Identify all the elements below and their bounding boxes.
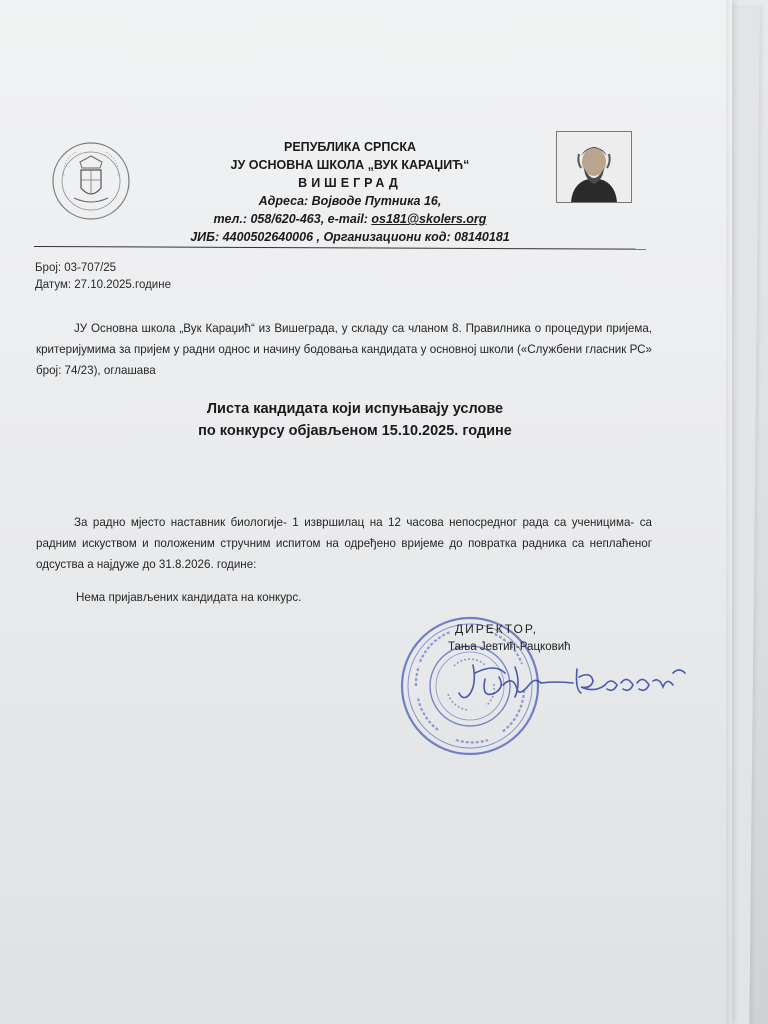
no-applicants-note: Нема пријављених кандидата на конкурс. [76,591,302,604]
phone-label: тел.: 058/620-463, e-mail: [213,212,372,226]
school-contact [150,210,550,228]
document-title-line-1: Листа кандидата који испуњавају услове [206,401,504,417]
school-address: Адреса: Војводе Путника 16, [258,194,442,208]
position-paragraph: За радно мјесто наставник биологије- 1 извршилац на 12 часова непосредног рада са ученицима- са радним искуством и положеним стручним испитом на одређено вријеме до повратка радника са неплаћеног одсуства а најдуже до 31.8.2026. године: [36,516,652,571]
school-name: ЈУ ОСНОВНА ШКОЛА „ВУК КАРАЏИЋ“ [230,158,470,172]
email-link[interactable]: os181@skolers.org [371,212,487,226]
letterhead [150,138,550,246]
republic-name: РЕПУБЛИКА СРПСКА [283,140,417,154]
reference-date: Датум: 27.10.2025.године [35,279,171,291]
portrait-image [556,131,632,203]
reference-number: Број: 03-707/25 [35,262,117,274]
header-divider [34,246,646,250]
city-name: ВИШЕГРАД [298,176,402,190]
director-name: Тања Јевтић-Рацковић [448,641,571,653]
page-edge-shadow [726,0,732,1024]
school-ids: ЈИБ: 4400502640006 , Организациони код: 08140181 [190,230,510,244]
intro-paragraph: ЈУ Основна школа „Вук Караџић“ из Вишеграда, у складу са чланом 8. Правилника о процедури пријема, критеријумима за пријем у радни однос и начину бодовања кандидата у основној школи («Службени гласник РС» број: 74/23), оглашава [36,322,652,377]
document-title-line-2: по конкурсу објављеном 15.10.2025. године [198,423,512,439]
coat-of-arms-icon [50,140,132,222]
handwritten-signature-icon [455,655,695,715]
director-title: ДИРЕКТОР, [455,622,538,636]
